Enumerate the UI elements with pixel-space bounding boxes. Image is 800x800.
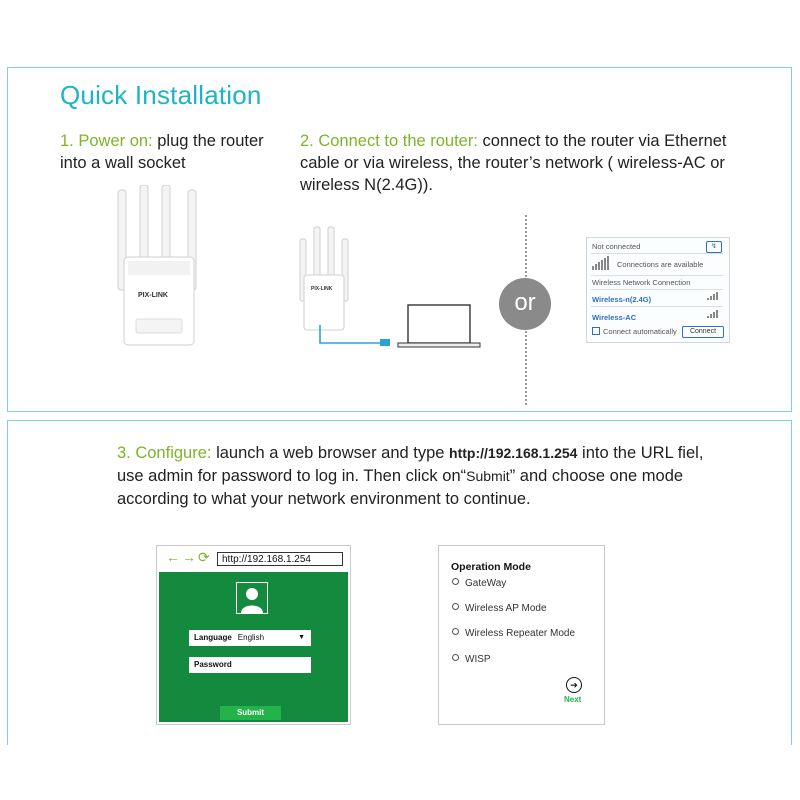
password-label: Password [194,660,232,669]
mode-option-ap[interactable] [452,603,547,614]
wifi-status: Not connected [592,242,641,251]
language-value: English [237,633,265,642]
or-badge: or [499,278,551,330]
step-connect [300,130,740,196]
operation-mode-heading: Operation Mode [451,561,531,573]
radio-icon [452,578,459,585]
mode-option-label: GateWay [465,578,507,589]
connect-button[interactable]: Connect [682,326,724,338]
wifi-separator [591,253,723,254]
radio-icon [452,654,459,661]
mode-option-repeater[interactable] [452,628,575,639]
radio-icon [452,603,459,610]
signal-bars-icon [707,291,719,300]
wifi-network-ac[interactable]: Wireless-AC [592,313,637,322]
step2-lead: 2. Connect to the router: [300,132,478,150]
mode-option-wisp[interactable] [452,654,491,665]
page-title: Quick Installation [60,80,262,110]
mode-option-label: WISP [465,654,491,665]
operation-mode-panel [438,545,605,725]
step1-lead: 1. Power on: [60,132,153,150]
checkbox-icon [592,327,600,335]
browser-login-mockup [156,545,351,725]
wifi-network-n[interactable]: Wireless-n(2.4G) [592,295,652,304]
wifi-separator [591,289,723,290]
submit-button[interactable]: Submit [220,706,281,720]
user-avatar-icon [236,582,268,614]
wifi-available-text: Connections are available [617,260,704,269]
wifi-refresh-icon[interactable]: ↯ [706,241,722,253]
step3-text-a: launch a web browser and type [211,444,450,462]
next-arrow-icon[interactable]: ➔ [566,677,582,693]
auto-connect-label: Connect automatically [603,327,677,336]
step-power-on [60,130,280,174]
router-brand-label-small: PIX-LINK [311,286,333,292]
signal-strength-icon [592,256,610,270]
wifi-dialog [586,237,730,343]
step2-text: connect to the router via Ethernet cable or via wireless, the router’s network ( wireless-AC or wireless N(2.4G)). [300,132,727,194]
step-configure [117,442,717,511]
step3-text-c: ” and choose one mode according to what your network environment to continue. [117,467,684,508]
step3-url: http://192.168.1.254 [449,445,578,461]
browser-nav-icons[interactable]: ←→⟳ [166,549,212,565]
mode-option-gateway[interactable] [452,578,506,589]
step3-lead: 3. Configure: [117,444,212,462]
wifi-section-label: Wireless Network Connection [592,278,691,287]
step3-text-b: into the URL fiel, use admin for password to log in. Then click on“ [117,444,704,485]
step1-text: plug the router into a wall socket [60,132,264,172]
radio-icon [452,628,459,635]
language-label: Language [194,633,232,642]
step3-submit-word: Submit [466,468,510,484]
browser-toolbar [157,546,350,570]
browser-url-field[interactable]: http://192.168.1.254 [217,552,343,566]
mode-option-label: Wireless AP Mode [465,603,547,614]
next-label[interactable]: Next [564,695,582,704]
wifi-separator [591,275,723,276]
chevron-down-icon: ▼ [298,634,305,641]
login-panel [159,572,348,722]
auto-connect-checkbox[interactable] [592,327,677,336]
router-brand-label: PIX-LINK [138,292,168,299]
mode-option-label: Wireless Repeater Mode [465,628,576,639]
language-select[interactable] [189,630,311,646]
signal-bars-icon [707,309,719,318]
router-illustration-large [110,185,210,350]
password-field[interactable] [189,657,311,673]
wifi-separator [591,306,723,307]
